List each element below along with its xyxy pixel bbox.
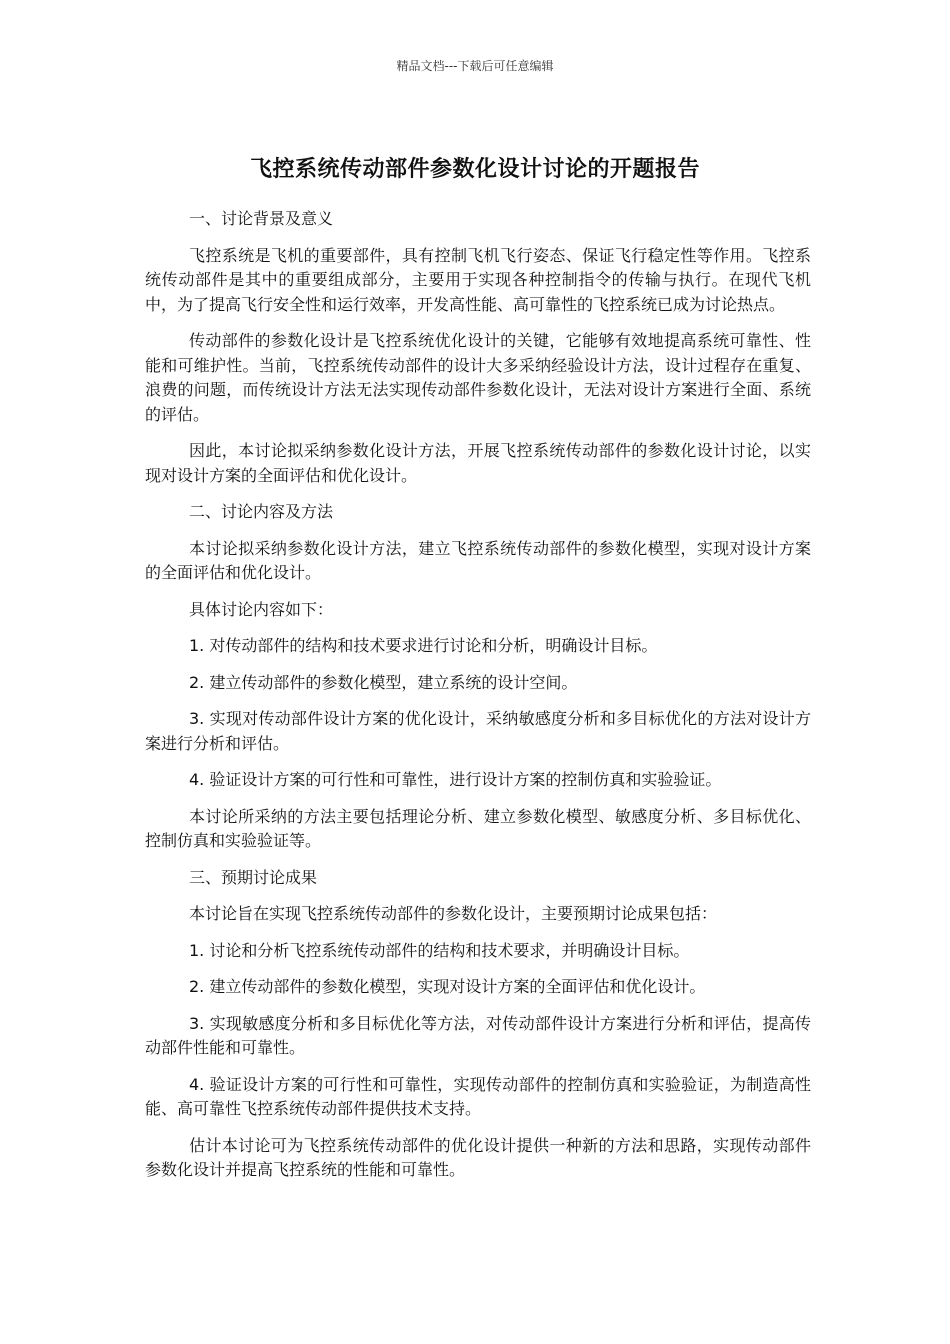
list-item: 1. 讨论和分析飞控系统传动部件的结构和技术要求，并明确设计目标。 — [189, 940, 690, 960]
list-item: 4. 验证设计方案的可行性和可靠性，进行设计方案的控制仿真和实验验证。 — [189, 770, 722, 789]
list-item: 3. 实现敏感度分析和多目标优化等方法，对传动部件设计方案进行分析和评估，提高传动部件性能和可靠性。 — [145, 1013, 811, 1057]
page-header-note: 精品文档---下载后可任意编辑 — [396, 59, 554, 73]
document-title: 飞控系统传动部件参数化设计讨论的开题报告 — [249, 156, 700, 182]
list-item: 4. 验证设计方案的可行性和可靠性，实现传动部件的控制仿真和实验验证，为制造高性能、高可靠性飞控系统传动部件提供技术支持。 — [145, 1074, 811, 1118]
paragraph: 估计本讨论可为飞控系统传动部件的优化设计提供一种新的方法和思路，实现传动部件参数化设计并提高飞控系统的性能和可靠性。 — [145, 1135, 811, 1179]
list-item: 1. 对传动部件的结构和技术要求进行讨论和分析，明确设计目标。 — [189, 636, 658, 655]
document-body — [145, 207, 811, 1195]
section-heading-background: 一、讨论背景及意义 — [189, 209, 334, 228]
list-item: 2. 建立传动部件的参数化模型，建立系统的设计空间。 — [189, 672, 578, 692]
paragraph: 因此，本讨论拟采纳参数化设计方法，开展飞控系统传动部件的参数化设计讨论，以实现对设计方案的全面评估和优化设计。 — [145, 441, 811, 485]
paragraph: 传动部件的参数化设计是飞控系统优化设计的关键，它能够有效地提高系统可靠性、性能和可维护性。当前，飞控系统传动部件的设计大多采纳经验设计方法，设计过程存在重复、浪费的问题，而传统设计方法无法实现传动部件参数化设计，无法对设计方案进行全面、系统的评估。 — [145, 331, 811, 424]
paragraph: 本讨论拟采纳参数化设计方法，建立飞控系统传动部件的参数化模型，实现对设计方案的全面评估和优化设计。 — [145, 538, 811, 582]
list-item: 3. 实现对传动部件设计方案的优化设计，采纳敏感度分析和多目标优化的方法对设计方案进行分析和评估。 — [145, 709, 811, 753]
paragraph: 本讨论所采纳的方法主要包括理论分析、建立参数化模型、敏感度分析、多目标优化、控制仿真和实验验证等。 — [145, 806, 811, 850]
paragraph: 飞控系统是飞机的重要部件，具有控制飞机飞行姿态、保证飞行稳定性等作用。飞控系统传动部件是其中的重要组成部分，主要用于实现各种控制指令的传输与执行。在现代飞机中，为了提高飞行安全性和运行效率，开发高性能、高可靠性的飞控系统已成为讨论热点。 — [145, 245, 811, 314]
list-item: 2. 建立传动部件的参数化模型，实现对设计方案的全面评估和优化设计。 — [189, 977, 706, 996]
paragraph: 具体讨论内容如下： — [189, 599, 334, 619]
section-heading-expected-results: 三、预期讨论成果 — [189, 867, 318, 887]
paragraph: 本讨论旨在实现飞控系统传动部件的参数化设计，主要预期讨论成果包括： — [189, 904, 718, 923]
section-heading-content-methods: 二、讨论内容及方法 — [189, 502, 334, 521]
